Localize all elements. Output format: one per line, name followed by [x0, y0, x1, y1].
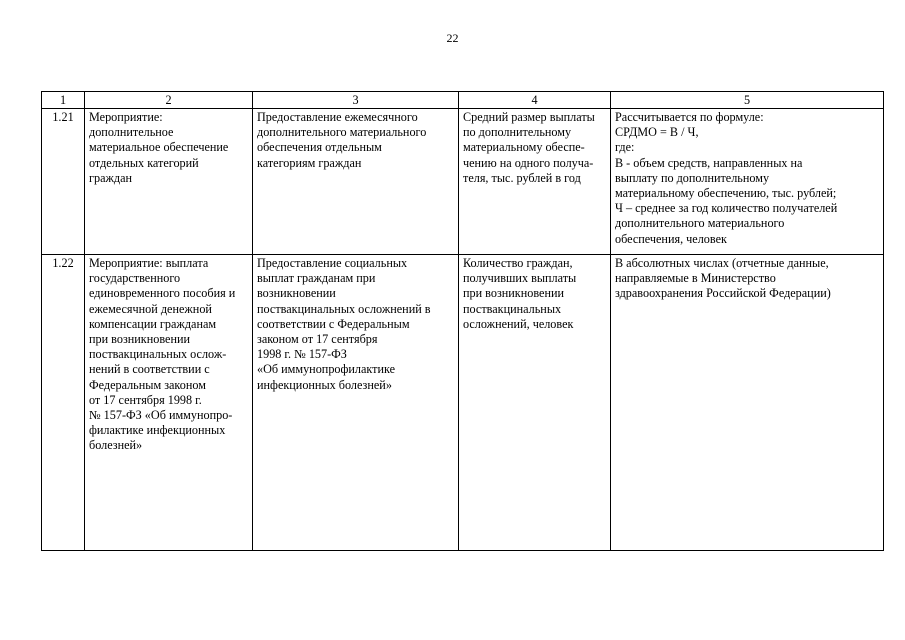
table-header-row: [42, 92, 884, 109]
cell-text-line: от 17 сентября 1998 г.: [89, 392, 202, 407]
cell-text-line: чению на одного получа-: [463, 155, 594, 170]
cell-text-line: возникновении: [257, 286, 336, 301]
cell-text-line: граждан: [89, 170, 133, 185]
table-row: [42, 109, 884, 255]
cell-text-line: обеспечения отдельным: [257, 140, 382, 155]
cell-text-line: дополнительного материального: [615, 216, 785, 231]
cell-text-line: Мероприятие:: [89, 110, 163, 124]
cell-text-line: Предоставление ежемесячного: [257, 110, 418, 124]
cell-text-line: выплату по дополнительному: [615, 170, 770, 185]
cell-text-line: «Об иммунопрофилактике: [257, 362, 396, 377]
method-cell: [611, 255, 884, 551]
header-col-1: 1: [42, 92, 85, 109]
table-row: [42, 255, 884, 551]
cell-text-line: единовременного пособия и: [89, 286, 236, 301]
cell-text-line: № 157-ФЗ «Об иммунопро-: [89, 408, 233, 423]
header-col-5: 5: [611, 92, 884, 109]
description-cell: [253, 255, 459, 551]
cell-text-line: где:: [615, 140, 635, 155]
cell-text-line: СРДМО = В / Ч,: [615, 125, 699, 140]
cell-text-line: поствакцинальных осложнений в: [257, 301, 431, 316]
cell-text-line: болезней»: [89, 438, 143, 453]
cell-text-line: законом от 17 сентября: [257, 332, 378, 347]
cell-text-line: отдельных категорий: [89, 155, 199, 170]
cell-text-line: обеспечения, человек: [615, 231, 727, 246]
indicator-cell: [459, 255, 611, 551]
cell-text-line: В - объем средств, направленных на: [615, 155, 803, 170]
measure-cell: [85, 255, 253, 551]
cell-text-line: категориям граждан: [257, 155, 362, 170]
cell-text-line: В абсолютных числах (отчетные данные,: [615, 256, 829, 270]
header-col-3: 3: [253, 92, 459, 109]
method-cell: [611, 109, 884, 255]
cell-text-line: поствакцинальных: [463, 301, 562, 316]
cell-text-line: дополнительное: [89, 125, 174, 140]
cell-text-line: Средний размер выплаты: [463, 110, 595, 124]
cell-text-line: Предоставление социальных: [257, 256, 408, 270]
cell-text-line: осложнений, человек: [463, 316, 574, 331]
row-number: 1.21: [42, 109, 85, 255]
header-col-4: 4: [459, 92, 611, 109]
cell-text-line: государственного: [89, 271, 181, 286]
description-cell: [253, 109, 459, 255]
cell-text-line: по дополнительному: [463, 125, 572, 140]
cell-text-line: Федеральным законом: [89, 377, 206, 392]
cell-text-line: Мероприятие: выплата: [89, 256, 209, 270]
page-number: 22: [446, 31, 459, 45]
cell-text-line: дополнительного материального: [257, 125, 427, 140]
header-col-2: 2: [85, 92, 253, 109]
indicator-cell: [459, 109, 611, 255]
cell-text-line: материальное обеспечение: [89, 140, 229, 155]
cell-text-line: направляемые в Министерство: [615, 271, 776, 286]
cell-text-line: Рассчитывается по формуле:: [615, 110, 764, 124]
indicator-table: [41, 91, 884, 551]
cell-text-line: нений в соответствии с: [89, 362, 210, 377]
cell-text-line: ежемесячной денежной: [89, 301, 212, 316]
cell-text-line: 1998 г. № 157-ФЗ: [257, 347, 347, 362]
cell-text-line: выплат гражданам при: [257, 271, 376, 286]
cell-text-line: при возникновении: [463, 286, 565, 301]
cell-text-line: компенсации гражданам: [89, 316, 217, 331]
cell-text-line: получивших выплаты: [463, 271, 577, 286]
cell-text-line: здравоохранения Российской Федерации): [615, 286, 831, 301]
cell-text-line: материальному обеспе-: [463, 140, 585, 155]
cell-text-line: филактике инфекционных: [89, 423, 226, 438]
cell-text-line: инфекционных болезней»: [257, 377, 392, 392]
cell-text-line: Количество граждан,: [463, 256, 573, 270]
cell-text-line: Ч – среднее за год количество получателей: [615, 201, 838, 216]
cell-text-line: поствакцинальных ослож-: [89, 347, 227, 362]
row-number: 1.22: [42, 255, 85, 551]
cell-text-line: соответствии с Федеральным: [257, 316, 410, 331]
cell-text-line: теля, тыс. рублей в год: [463, 170, 581, 185]
cell-text-line: материальному обеспечению, тыс. рублей;: [615, 186, 837, 201]
cell-text-line: при возникновении: [89, 332, 191, 347]
measure-cell: [85, 109, 253, 255]
